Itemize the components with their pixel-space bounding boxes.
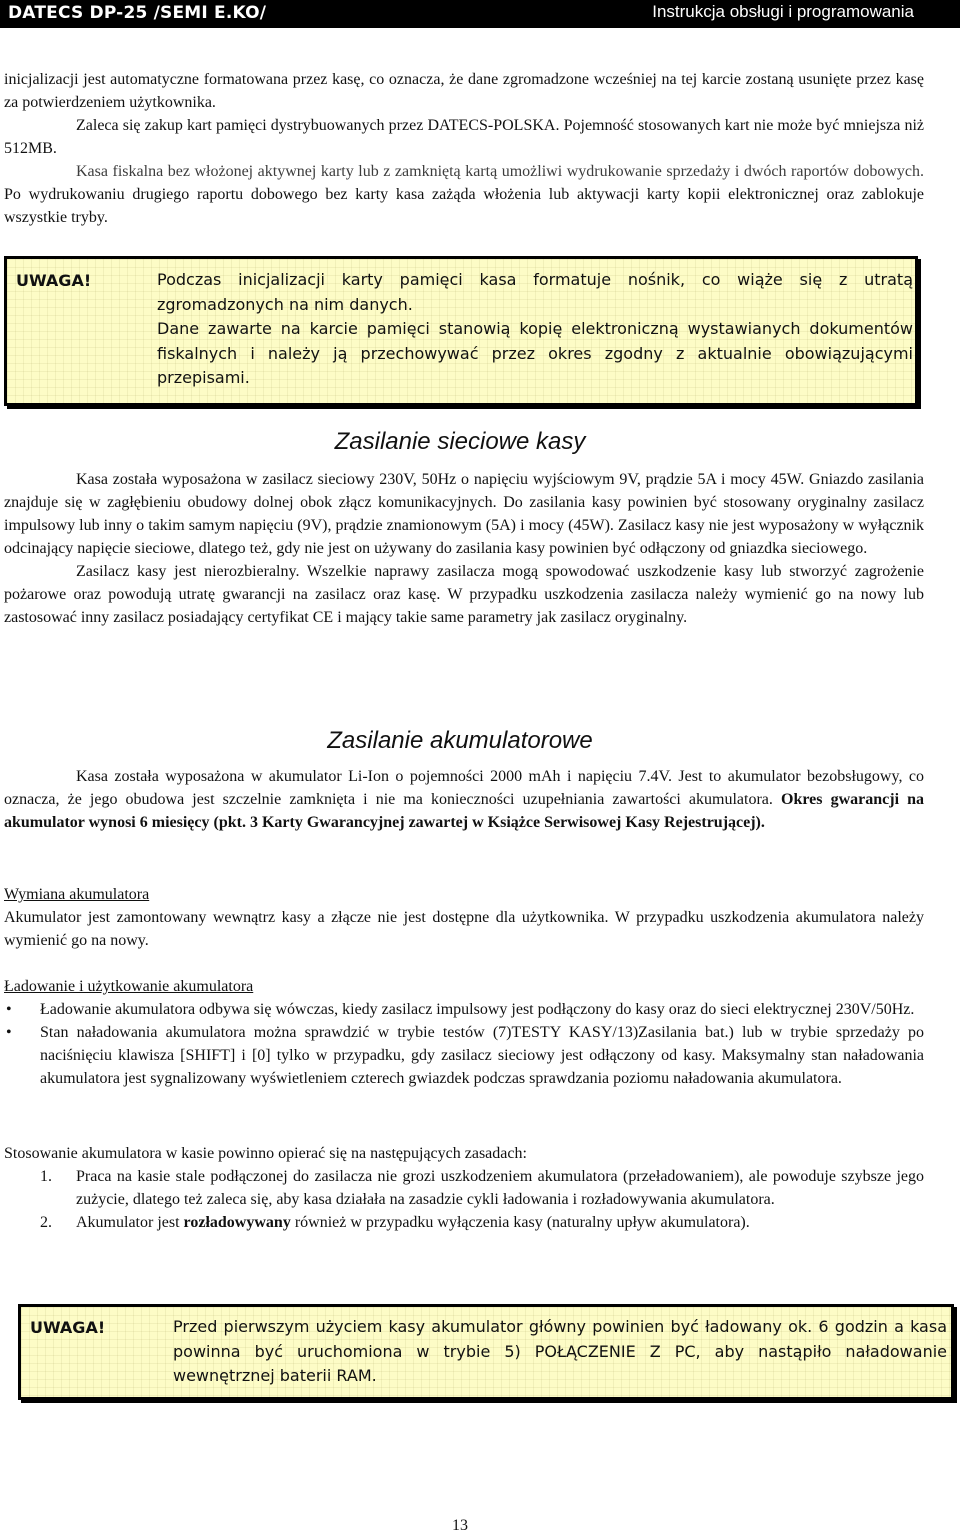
rules-numbered-list xyxy=(4,1165,924,1234)
mains-paragraph-2: Zasilacz kasy jest nierozbieralny. Wszelkie naprawy zasilacza mogą spowodować uszkodzenie kasy lub stworzyć zagrożenie pożarowe oraz powodują utratę gwarancji na zasilacz oraz kasę. W przypadku uszkodzenia zasilacza należy wymienić go na nowy lub zastosować inny zasilacz posiadający certyfikat CE i mający takie same parametry jak zasilacz oryginalny. xyxy=(4,563,924,626)
warning-label: UWAGA! xyxy=(30,1318,106,1337)
item-text: Praca na kasie stale podłączonej do zasilacza nie grozi uszkodzeniem akumulatora (przeładowaniem), ale powoduje szybsze jego zużycie, dlatego też zaleca się, aby kasa działała na zasadzie cykli ładowania i rozładowywania akumulatora. xyxy=(76,1168,924,1208)
item-text xyxy=(76,1214,750,1231)
section-mains-power-body xyxy=(4,468,924,629)
item-number: 2. xyxy=(40,1214,52,1231)
header-document-title: Instrukcja obsługi i programowania xyxy=(652,2,914,21)
page-number: 13 xyxy=(452,1517,468,1534)
page-header xyxy=(0,0,960,28)
intro-paragraph-1: inicjalizacji jest automatyczne formatowana przez kasę, co oznacza, że dane zgromadzone wcześniej na tej karcie zostaną usunięte przez kasę za potwierdzeniem użytkownika. xyxy=(4,71,924,111)
bullet-text: Stan naładowania akumulatora można sprawdzić w trybie testów (7)TESTY KASY/13)Zasilania bat.) lub w trybie sprzedaży po naciśnięciu klawisza [SHIFT] i [0] tylko w przypadku, gdy zasilacz sieciowy jest odłączony od kasy. Maksymalny stan naładowania akumulatora jest sygnalizowany wyświetleniem czterech gwiazdek podczas sprawdzania poziomu naładowania akumulatora. xyxy=(40,1024,924,1087)
numbered-item xyxy=(4,1165,924,1211)
intro-paragraph-2: Zaleca się zakup kart pamięci dystrybuowanych przez DATECS-POLSKA. Pojemność stosowanych kart nie może być mniejsza niż 512MB. xyxy=(4,117,924,157)
item-number: 1. xyxy=(40,1168,52,1185)
intro-paragraph-3-second: Po wydrukowaniu drugiego raportu dobowego bez karty kasa zażąda włożenia lub aktywacji karty kopii elektronicznej oraz zablokuje wszystkie tryby. xyxy=(4,186,924,226)
bullet-item xyxy=(4,998,924,1021)
bullet-text: Ładowanie akumulatora odbywa się wówczas, kiedy zasilacz impulsowy jest podłączony do kasy oraz do sieci elektrycznej 230V/50Hz. xyxy=(40,1001,915,1018)
item-text-part: Akumulator jest xyxy=(76,1214,184,1231)
battery-paragraph-text: Kasa została wyposażona w akumulator Li-Ion o pojemności 2000 mAh i napięciu 7.4V. Jest to akumulator bezobsługowy, co oznacza, że jego obudowa jest szczelnie zamknięta i nie ma konieczności uzupełniania zawartości akumulatora. xyxy=(4,768,924,808)
bullet-dot-icon: • xyxy=(6,1001,12,1018)
numbered-item xyxy=(4,1211,924,1234)
item-text-emphasis: rozładowywany xyxy=(183,1214,291,1231)
section-heading-battery-power: Zasilanie akumulatorowe xyxy=(327,727,593,754)
header-product-name: DATECS DP-25 /SEMI E.KO/ xyxy=(8,3,267,23)
subheading-battery-charging: Ładowanie i użytkowanie akumulatora xyxy=(4,978,254,995)
warning-box-memory-card xyxy=(4,256,918,406)
battery-paragraph-1 xyxy=(4,765,924,834)
intro-paragraph-3-first: Kasa fiskalna bez włożonej aktywnej karty lub z zamkniętą kartą umożliwi wydrukowanie sprzedaży i dwóch raportów dobowych. xyxy=(76,163,924,180)
battery-replacement-text: Akumulator jest zamontowany wewnątrz kasy a złącze nie jest dostępne dla użytkownika. W przypadku uszkodzenia akumulatora należy wymienić go na nowy. xyxy=(4,909,924,949)
warning-label: UWAGA! xyxy=(16,271,92,290)
mains-paragraph-1: Kasa została wyposażona w zasilacz sieciowy 230V, 50Hz o napięciu wyjściowym 9V, prądzie 5A i mocy 45W. Gniazdo zasilania znajduje się w zagłębieniu obudowy dolnej obok złącz komunikacyjnych. Do zasilania kasy powinien być stosowany oryginalny zasilacz impulsowy lub inny o takim samym napięciu (9V), prądzie znamionowym (5A) i mocy (45W). Zasilacz kasy nie jest wyposażony w wyłącznik odcinający napięcie sieciowe, dlatego też, gdy nie jest on używany do zasilania kasy powinien być odłączony od gniazdka sieciowego. xyxy=(4,471,924,557)
item-text-part: również w przypadku wyłączenia kasy (naturalny upływ akumulatora). xyxy=(290,1214,750,1231)
subheading-battery-replacement: Wymiana akumulatora xyxy=(4,886,150,903)
intro-paragraphs xyxy=(4,68,924,229)
intro-paragraph-3 xyxy=(4,160,924,229)
rules-intro: Stosowanie akumulatora w kasie powinno opierać się na następujących zasadach: xyxy=(4,1145,527,1162)
battery-warranty-note: Okres gwarancji na akumulator wynosi 6 miesięcy (pkt. 3 Karty Gwarancyjnej zawartej w Książce Serwisowej Kasy Rejestrującej). xyxy=(4,791,924,831)
charging-bullet-list xyxy=(4,998,924,1090)
warning-box-battery xyxy=(18,1304,954,1400)
bullet-dot-icon: • xyxy=(6,1024,12,1041)
warning-text xyxy=(157,268,913,391)
warning-paragraph-1: Podczas inicjalizacji karty pamięci kasa formatuje nośnik, co wiąże się z utratą zgromadzonych na nim danych. xyxy=(157,270,913,314)
warning-paragraph-2: Dane zawarte na karcie pamięci stanowią kopię elektroniczną wystawianych dokumentów fiskalnych i należy ją przechowywać przez okres zgodny z aktualnie obowiązującymi przepisami. xyxy=(157,319,913,387)
section-heading-mains-power: Zasilanie sieciowe kasy xyxy=(334,428,586,455)
bullet-item xyxy=(4,1021,924,1090)
battery-intro xyxy=(4,765,924,834)
warning-text: Przed pierwszym użyciem kasy akumulator główny powinien być ładowany ok. 6 godzin a kasa powinna być uruchomiona w trybie 5) POŁĄCZENIE Z PC, aby nastąpiło naładowanie wewnętrznej baterii RAM. xyxy=(173,1317,947,1385)
